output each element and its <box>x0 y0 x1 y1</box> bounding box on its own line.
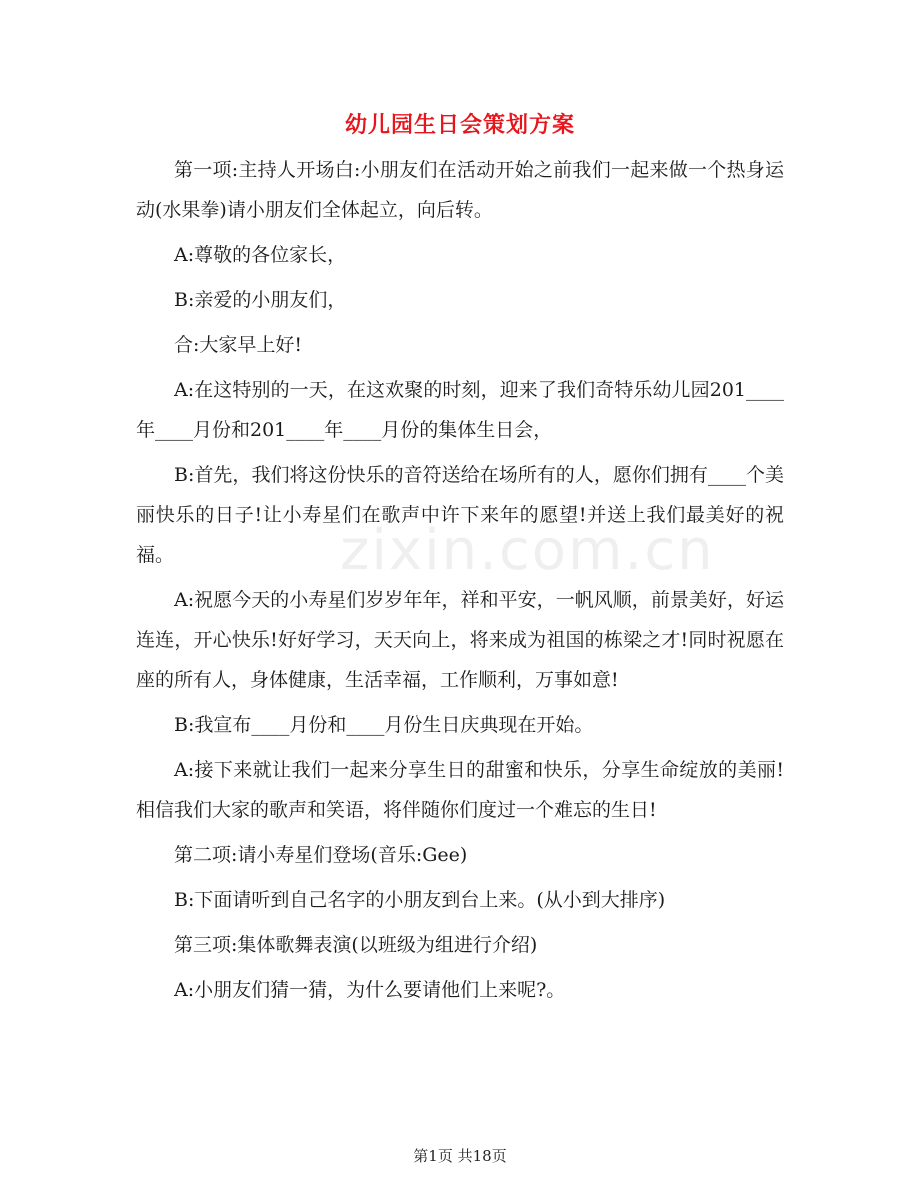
watermark: zixin.com.cn <box>340 518 715 583</box>
paragraph: A:接下来就让我们一起来分享生日的甜蜜和快乐，分享生命绽放的美丽!相信我们大家的歌声和笑语，将伴随你们度过一个难忘的生日! <box>136 759 784 821</box>
paragraph: A:小朋友们猜一猜，为什么要请他们上来呢?。 <box>174 979 566 1001</box>
paragraph: 合:大家早上好! <box>174 334 303 356</box>
paragraph: A:祝愿今天的小寿星们岁岁年年，祥和平安，一帆风顺，前景美好，好运连连，开心快乐!好好学习，天天向上，将来成为祖国的栋梁之才!同时祝愿在座的所有人，身体健康，生活幸福，工作顺利，万事如意! <box>136 589 784 691</box>
document-title: 幼儿园生日会策划方案 <box>344 112 575 138</box>
paragraph: 第二项:请小寿星们登场(音乐:Gee) <box>174 844 468 866</box>
page-footer: 第1页 共18页 <box>413 1147 507 1165</box>
paragraph: A:尊敬的各位家长， <box>174 244 347 266</box>
paragraph: A:在这特别的一天，在这欢聚的时刻，迎来了我们奇特乐幼儿园201____年____月份和201____年____月份的集体生日会， <box>136 379 784 441</box>
paragraph: B:亲爱的小朋友们， <box>174 289 347 311</box>
paragraph: B:首先，我们将这份快乐的音符送给在场所有的人，愿你们拥有____个美丽快乐的日子!让小寿星们在歌声中许下来年的愿望!并送上我们最美好的祝福。 <box>136 464 784 566</box>
paragraph: B:我宣布____月份和____月份生日庆典现在开始。 <box>174 714 594 736</box>
paragraph: 第一项:主持人开场白:小朋友们在活动开始之前我们一起来做一个热身运动(水果拳)请小朋友们全体起立，向后转。 <box>136 159 784 221</box>
paragraph: B:下面请听到自己名字的小朋友到台上来。(从小到大排序) <box>174 889 666 911</box>
document-body <box>136 150 784 1015</box>
paragraph: 第三项:集体歌舞表演(以班级为组进行介绍) <box>174 934 538 956</box>
